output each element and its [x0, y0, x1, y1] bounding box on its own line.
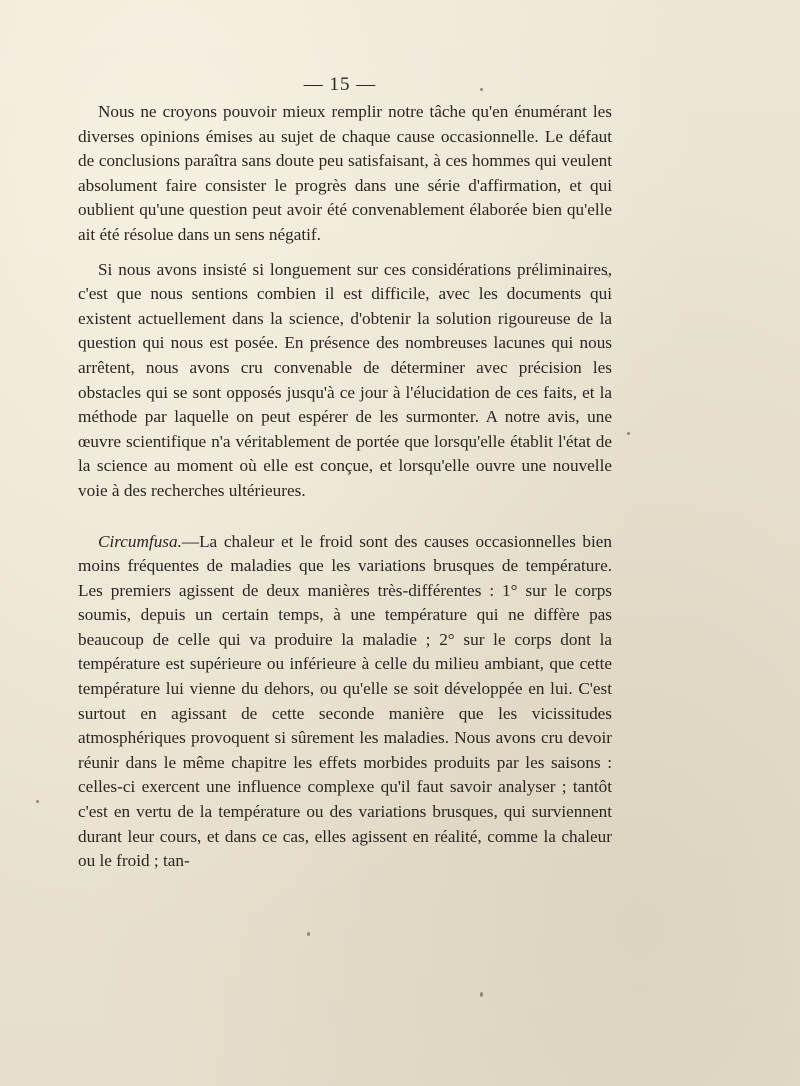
- paragraph-2: Si nous avons insisté si longuement sur ces considérations préliminaires, c'est que nous sentions combien il est difficile, avec les documents qui existent actuellement dans la science, d'obtenir la solution rigoureuse de la question qui nous est posée. En présence des nombreuses lacunes qui nous arrêtent, nous avons cru convenable de déterminer avec précision les obstacles qui se sont opposés jusqu'à ce jour à l'élucidation de ces faits, et la méthode par laquelle on peut espérer de les surmonter. A notre avis, une œuvre scientifique n'a véritablement de portée que lorsqu'elle établit l'état de la science au moment où elle est conçue, et lorsqu'elle ouvre une nouvelle voie à des recherches ultérieures.: [78, 259, 612, 500]
- body-text: [78, 100, 612, 874]
- paper-speck: [36, 800, 39, 803]
- page-number: — 15 —: [303, 74, 377, 95]
- paper-speck: [480, 992, 483, 997]
- paper-speck: [307, 932, 310, 936]
- paragraph-3: [78, 530, 612, 874]
- paragraph-1: Nous ne croyons pouvoir mieux remplir notre tâche qu'en énumérant les diverses opinions émises au sujet de chaque cause occasionnelle. Le défaut de conclusions paraîtra sans doute peu satisfaisant, à ces hommes qui veulent absolument faire consister le progrès dans une série d'affirmation, et qui oublient qu'une question peut avoir été convenablement élaborée bien qu'elle ait été résolue dans un sens négatif.: [78, 102, 612, 244]
- paper-speck: [627, 432, 630, 435]
- paragraph-3-body: —La chaleur et le froid sont des causes occasionnelles bien moins fréquentes de maladies que les variations brusques de température. Les premiers agissent de deux manières très-différentes : 1° sur le corps soumis, depuis un certain temps, à une température qui ne diffère pas beaucoup de celle qui va produire la maladie ; 2° sur le corps dont la température est supérieure ou inférieure à celle du milieu ambiant, que cette température lui vienne du dehors, ou qu'elle se soit développée en lui. C'est surtout en agissant de cette seconde manière que les vicissitudes atmosphériques provoquent si sûrement les maladies. Nous avons cru devoir réunir dans le même chapitre les effets morbides produits par les saisons : celles-ci exercent une influence complexe qu'il faut savoir analyser ; tantôt c'est en vertu de la température ou des variations brusques, qui surviennent durant leur cours, et dans ce cas, elles agissent en réalité, comme la chaleur ou le froid ; tan-: [78, 531, 612, 871]
- paragraph-3-lead: Circumfusa.: [98, 531, 182, 551]
